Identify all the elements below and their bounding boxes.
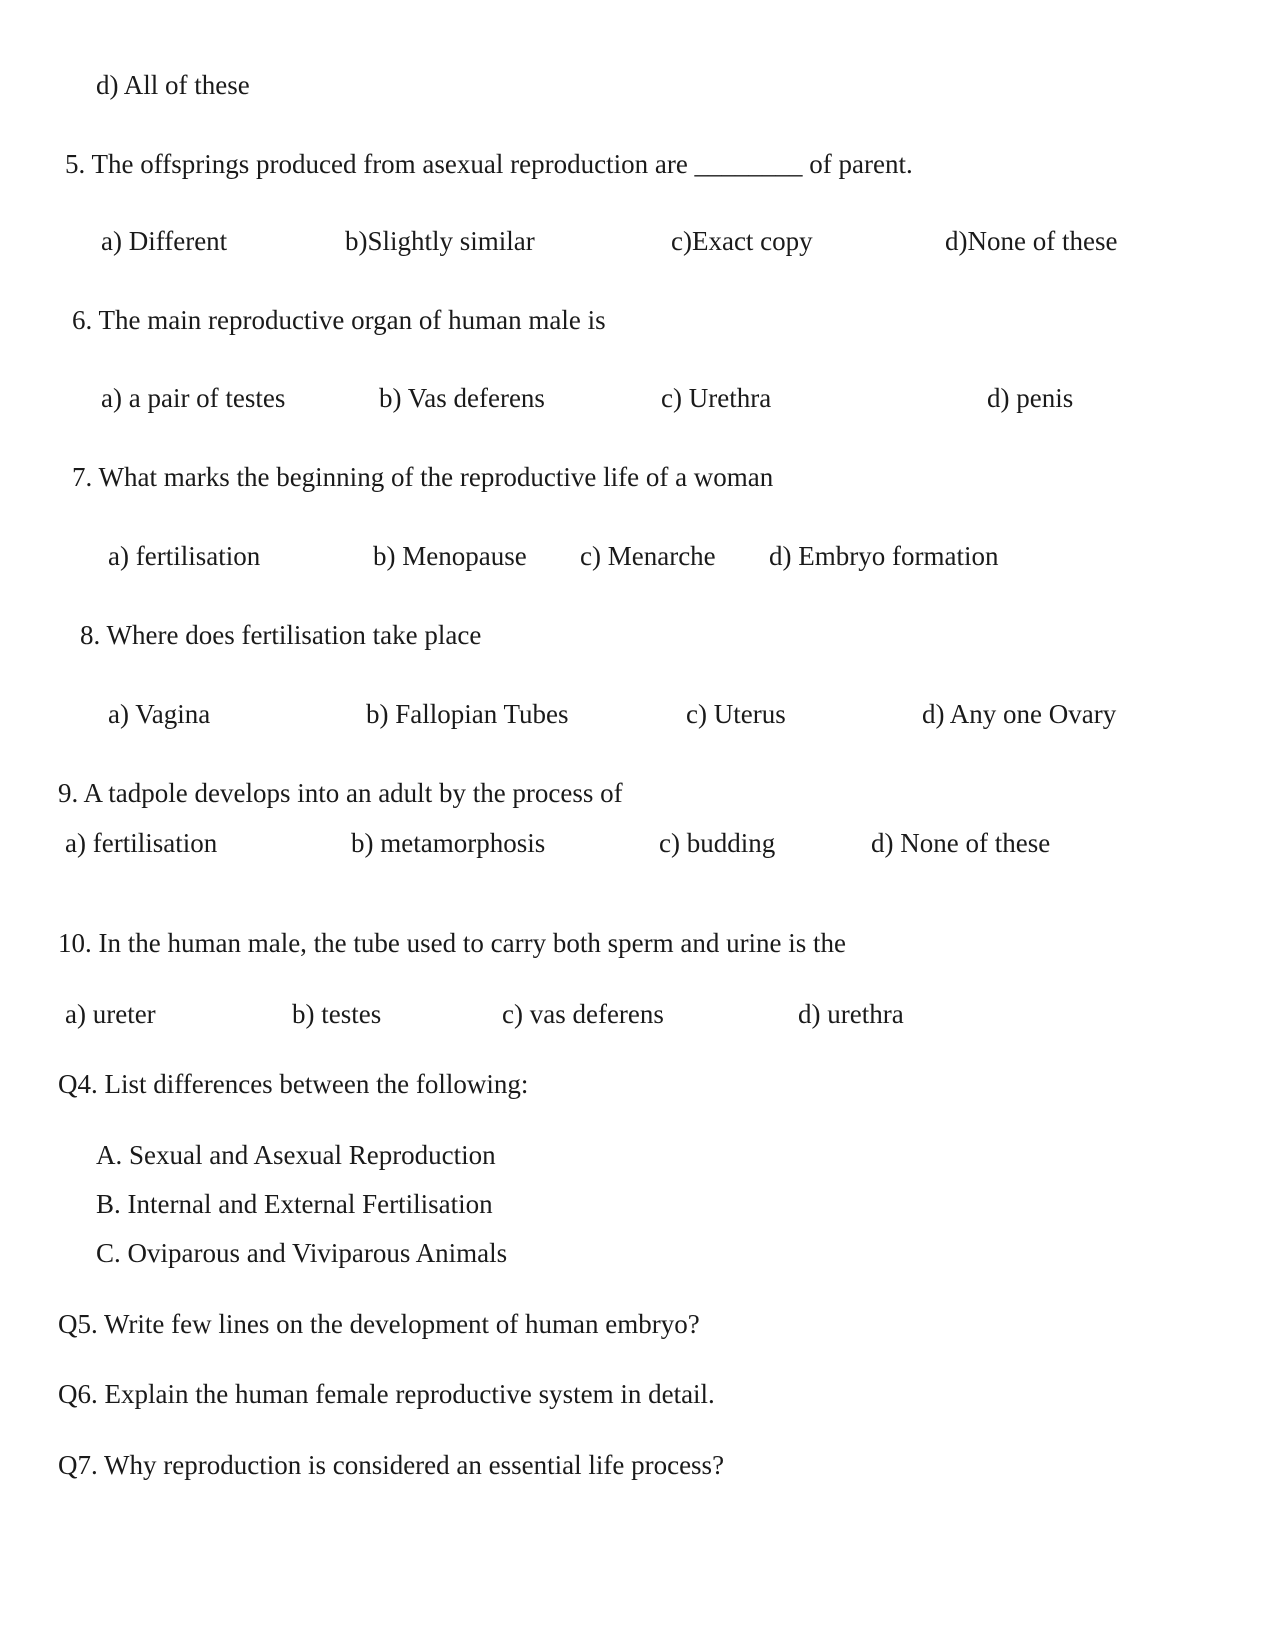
question-5-option-d: d)None of these bbox=[945, 226, 1118, 256]
question-5-option-a: a) Different bbox=[101, 226, 228, 256]
question-9-option-c: c) budding bbox=[659, 828, 776, 858]
q4-item-b: B. Internal and External Fertilisation bbox=[96, 1189, 493, 1219]
question-9-option-b: b) metamorphosis bbox=[351, 828, 546, 858]
question-8-option-c: c) Uterus bbox=[686, 699, 786, 729]
q4-item-c: C. Oviparous and Viviparous Animals bbox=[96, 1238, 508, 1268]
question-10-option-b: b) testes bbox=[292, 999, 382, 1029]
question-8-text: 8. Where does fertilisation take place bbox=[80, 620, 482, 650]
question-6-option-a: a) a pair of testes bbox=[101, 383, 286, 413]
q7-text: Q7. Why reproduction is considered an essential life process? bbox=[58, 1450, 725, 1480]
question-7-option-d: d) Embryo formation bbox=[769, 541, 999, 571]
question-10-option-a: a) ureter bbox=[65, 999, 156, 1029]
q4-heading: Q4. List differences between the following: bbox=[58, 1069, 529, 1099]
q4-item-a: A. Sexual and Asexual Reproduction bbox=[96, 1140, 496, 1170]
question-8-option-d: d) Any one Ovary bbox=[922, 699, 1117, 729]
question-6-option-b: b) Vas deferens bbox=[379, 383, 545, 413]
question-9-option-a: a) fertilisation bbox=[65, 828, 218, 858]
question-9-text: 9. A tadpole develops into an adult by the process of bbox=[58, 778, 623, 808]
question-10-option-d: d) urethra bbox=[798, 999, 904, 1029]
question-5-text: 5. The offsprings produced from asexual reproduction are ________ of parent. bbox=[65, 149, 913, 179]
question-10-option-c: c) vas deferens bbox=[502, 999, 664, 1029]
question-7-option-c: c) Menarche bbox=[580, 541, 716, 571]
question-6-option-c: c) Urethra bbox=[661, 383, 772, 413]
question-5-option-c: c)Exact copy bbox=[671, 226, 813, 256]
question-7-option-a: a) fertilisation bbox=[108, 541, 261, 571]
question-9-option-d: d) None of these bbox=[871, 828, 1051, 858]
question-10-text: 10. In the human male, the tube used to carry both sperm and urine is the bbox=[58, 928, 847, 958]
question-7-text: 7. What marks the beginning of the reproductive life of a woman bbox=[72, 462, 774, 492]
prev-question-option-d: d) All of these bbox=[96, 70, 250, 100]
q5-text: Q5. Write few lines on the development of human embryo? bbox=[58, 1309, 700, 1339]
question-8-option-a: a) Vagina bbox=[108, 699, 211, 729]
question-6-text: 6. The main reproductive organ of human male is bbox=[72, 305, 606, 335]
q6-text: Q6. Explain the human female reproductive system in detail. bbox=[58, 1379, 715, 1409]
question-8-option-b: b) Fallopian Tubes bbox=[366, 699, 569, 729]
question-5-option-b: b)Slightly similar bbox=[345, 226, 535, 256]
question-7-option-b: b) Menopause bbox=[373, 541, 527, 571]
question-6-option-d: d) penis bbox=[987, 383, 1074, 413]
